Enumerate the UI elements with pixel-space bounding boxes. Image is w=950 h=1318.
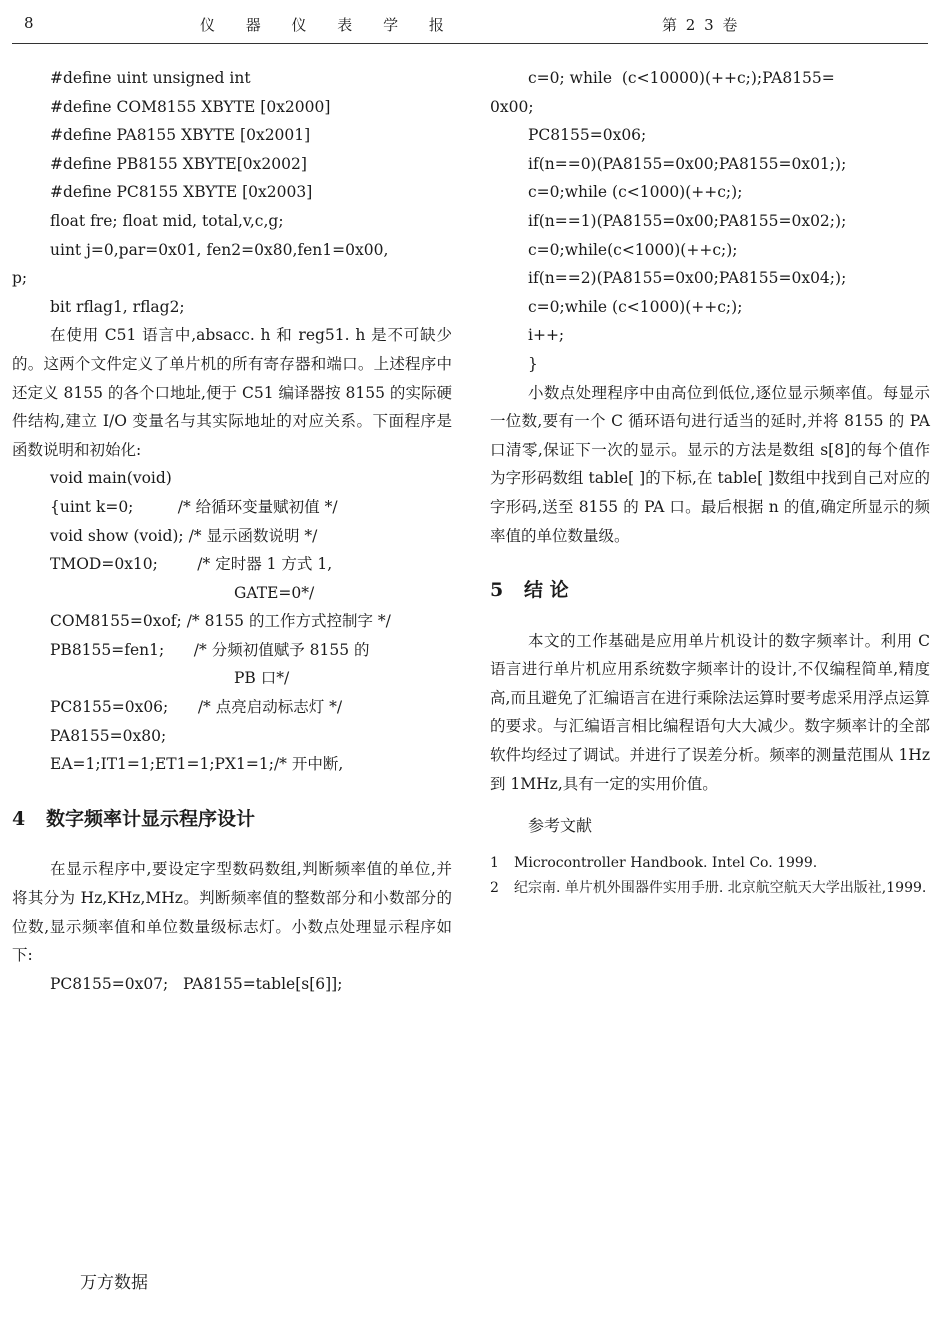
reference-item	[490, 851, 930, 876]
reference-item	[490, 876, 930, 901]
code-line: bit rflag1, rflag2;	[50, 297, 185, 316]
code-line: c=0;while (c<1000)(++c;);	[528, 297, 743, 316]
reference-text: 纪宗南. 单片机外围器件实用手册. 北京航空航天大学出版社,1999.	[514, 879, 927, 896]
code-line: COM8155=0xof; /* 8155 的工作方式控制字 */	[50, 612, 391, 631]
code-line: c=0; while (c<10000)(++c;);PA8155=	[528, 69, 835, 87]
reference-number: 1	[490, 854, 499, 871]
footer-watermark: 万方数据	[80, 1273, 148, 1293]
journal-title: 仪 器 仪 表 学 报	[200, 16, 457, 34]
section-heading	[490, 576, 930, 605]
code-line: c=0;while(c<1000)(++c;);	[528, 240, 738, 259]
code-line: PC8155=0x06;	[528, 126, 647, 145]
code-line: PB8155=fen1; /* 分频初值赋予 8155 的	[50, 640, 370, 659]
body-paragraph: 在使用 C51 语言中,absacc. h 和 reg51. h 是不可缺少的。这两个文件定义了单片机的所有寄存器和端口。上述程序中还定义 8155 的各个口地址,便于 C51 编译器按 8155 的实际硬件结构,建立 I/O 变量名与其实际地址的对应关系。下面程序是函数说明和初始化:	[12, 326, 452, 459]
code-line: float fre; float mid, total,v,c,g;	[50, 211, 284, 230]
code-line: p;	[12, 269, 28, 288]
code-line: 0x00;	[490, 97, 534, 116]
code-line: PB 口*/	[234, 669, 290, 688]
code-line: if(n==2)(PA8155=0x00;PA8155=0x04;);	[528, 269, 847, 288]
reference-text: Microcontroller Handbook. Intel Co. 1999.	[514, 854, 818, 871]
code-line: PC8155=0x07; PA8155=table[s[6]];	[50, 974, 343, 993]
code-line: TMOD=0x10; /* 定时器 1 方式 1,	[50, 555, 333, 574]
section-heading	[12, 805, 452, 834]
code-line: EA=1;IT1=1;ET1=1;PX1=1;/* 开中断,	[50, 755, 344, 774]
code-line: #define uint unsigned int	[50, 69, 251, 87]
reference-number: 2	[490, 879, 499, 896]
volume-label: 第 2 3 卷	[662, 16, 740, 34]
code-line: #define PA8155 XBYTE [0x2001]	[50, 126, 311, 145]
code-line: #define PC8155 XBYTE [0x2003]	[50, 183, 313, 202]
section-number: 5	[490, 579, 504, 602]
page-number: 8	[24, 14, 35, 32]
code-line: }	[528, 354, 538, 373]
body-paragraph: 在显示程序中,要设定字型数码数组,判断频率值的单位,并将其分为 Hz,KHz,MHz。判断频率值的整数部分和小数部分的位数,显示频率值和单位数量级标志灯。小数点处理显示程序如下:	[12, 860, 452, 965]
header-rule	[12, 43, 928, 44]
body-paragraph: 本文的工作基础是应用单片机设计的数字频率计。利用 C 语言进行单片机应用系统数字频率计的设计,不仅编程简单,精度高,而且避免了汇编语言在进行乘除法运算时要考虑采用浮点运算的要求。与汇编语言相比编程语句大大减少。数字频率计的全部软件均经过了调试。并进行了误差分析。频率的测量范围从 1Hz 到 1MHz,具有一定的实用价值。	[490, 631, 930, 793]
code-line: uint j=0,par=0x01, fen2=0x80,fen1=0x00,	[50, 240, 389, 259]
code-line: void show (void); /* 显示函数说明 */	[50, 526, 318, 545]
left-column	[12, 64, 452, 998]
right-column	[490, 64, 930, 901]
code-line: PA8155=0x80;	[50, 726, 167, 745]
section-title: 数字频率计显示程序设计	[46, 807, 256, 830]
code-line: #define PB8155 XBYTE[0x2002]	[50, 154, 307, 173]
section-title: 结 论	[524, 579, 569, 602]
code-line: if(n==0)(PA8155=0x00;PA8155=0x01;);	[528, 154, 847, 173]
section-number: 4	[12, 807, 26, 830]
code-line: {uint k=0; /* 给循环变量赋初值 */	[50, 497, 338, 516]
code-line: c=0;while (c<1000)(++c;);	[528, 183, 743, 202]
code-line: GATE=0*/	[234, 583, 315, 602]
code-line: i++;	[528, 326, 565, 345]
body-paragraph: 小数点处理程序中由高位到低位,逐位显示频率值。每显示一位数,要有一个 C 循环语句进行适当的延时,并将 8155 的 PA 口清零,保证下一次的显示。显示的方法是数组 s[8]的每个值作为字形码数组 table[ ]的下标,在 table[ ]数组中找到自己对应的字形码,送至 8155 的 PA 口。最后根据 n 的值,确定所显示的频率值的单位数量级。	[490, 383, 930, 545]
code-line: PC8155=0x06; /* 点亮启动标志灯 */	[50, 698, 343, 717]
references-heading: 参考文献	[528, 816, 593, 836]
code-line: #define COM8155 XBYTE [0x2000]	[50, 97, 331, 116]
code-line: if(n==1)(PA8155=0x00;PA8155=0x02;);	[528, 211, 847, 230]
code-line: void main(void)	[50, 469, 172, 488]
